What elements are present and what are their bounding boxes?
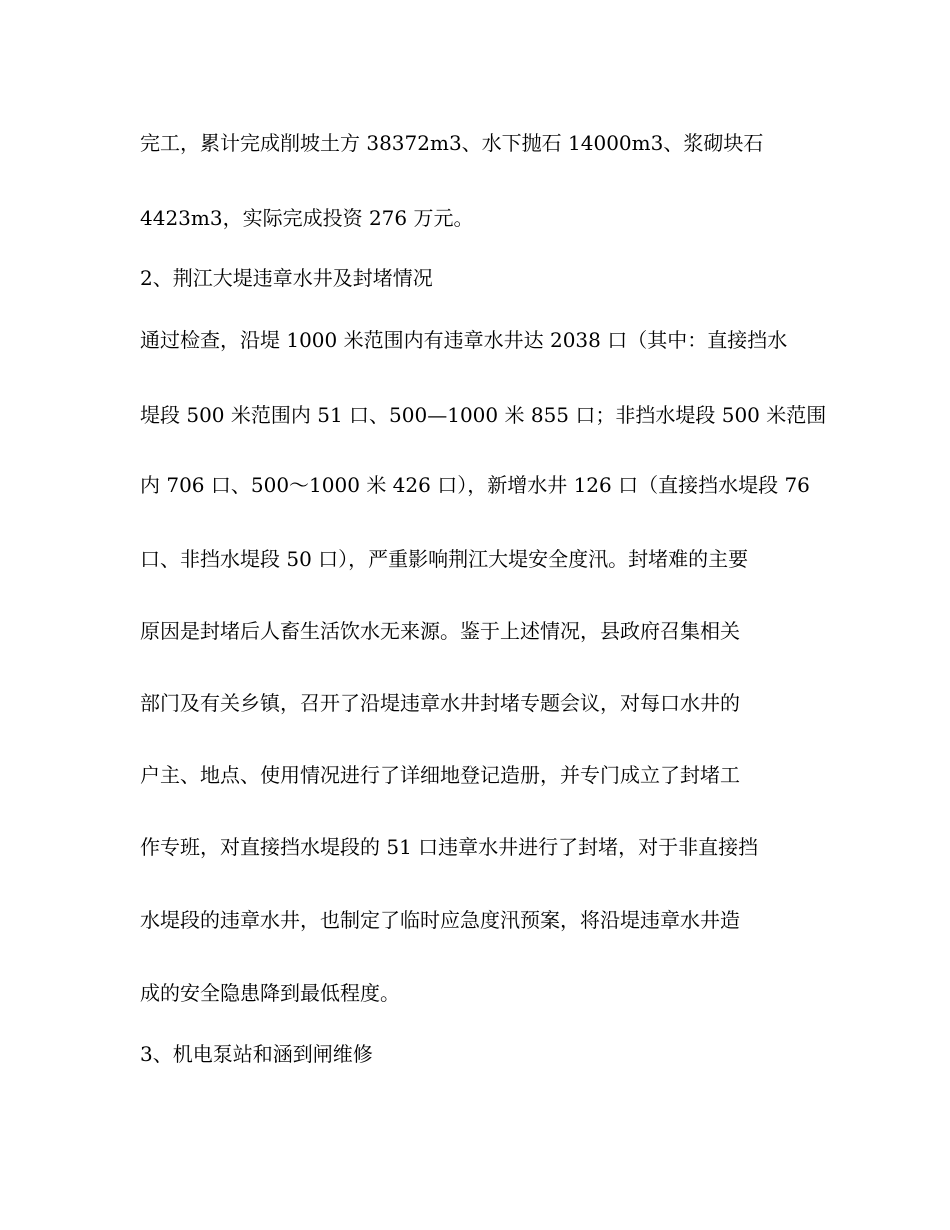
body-text-line: 部门及有关乡镇，召开了沿堤违章水井封堵专题会议，对每口水井的 [140,691,740,715]
body-text-line: 原因是封堵后人畜生活饮水无来源。鉴于上述情况，县政府召集相关 [140,619,740,643]
section-heading: 3、机电泵站和涵到闸维修 [140,1042,373,1066]
body-text-line: 水堤段的违章水井，也制定了临时应急度汛预案，将沿堤违章水井造 [140,908,740,932]
section-heading: 2、荆江大堤违章水井及封堵情况 [140,266,433,290]
body-text-line: 4423m3，实际完成投资 276 万元。 [140,206,474,230]
body-text-line: 通过检查，沿堤 1000 米范围内有违章水井达 2038 口（其中：直接挡水 [140,328,788,352]
body-text-line: 成的安全隐患降到最低程度。 [140,981,400,1005]
body-text-line: 口、非挡水堤段 50 口），严重影响荆江大堤安全度汛。封堵难的主要 [140,547,749,571]
body-text-line: 堤段 500 米范围内 51 口、500—1000 米 855 口；非挡水堤段 500 米范围 [140,403,827,427]
body-text-line: 内 706 口、500～1000 米 426 口），新增水井 126 口（直接挡水堤段 76 [140,473,810,497]
body-text-line: 户主、地点、使用情况进行了详细地登记造册，并专门成立了封堵工 [140,763,740,787]
body-text-line: 完工，累计完成削坡土方 38372m3、水下抛石 14000m3、浆砌块石 [140,131,764,155]
body-text-line: 作专班，对直接挡水堤段的 51 口违章水井进行了封堵，对于非直接挡 [140,835,759,859]
